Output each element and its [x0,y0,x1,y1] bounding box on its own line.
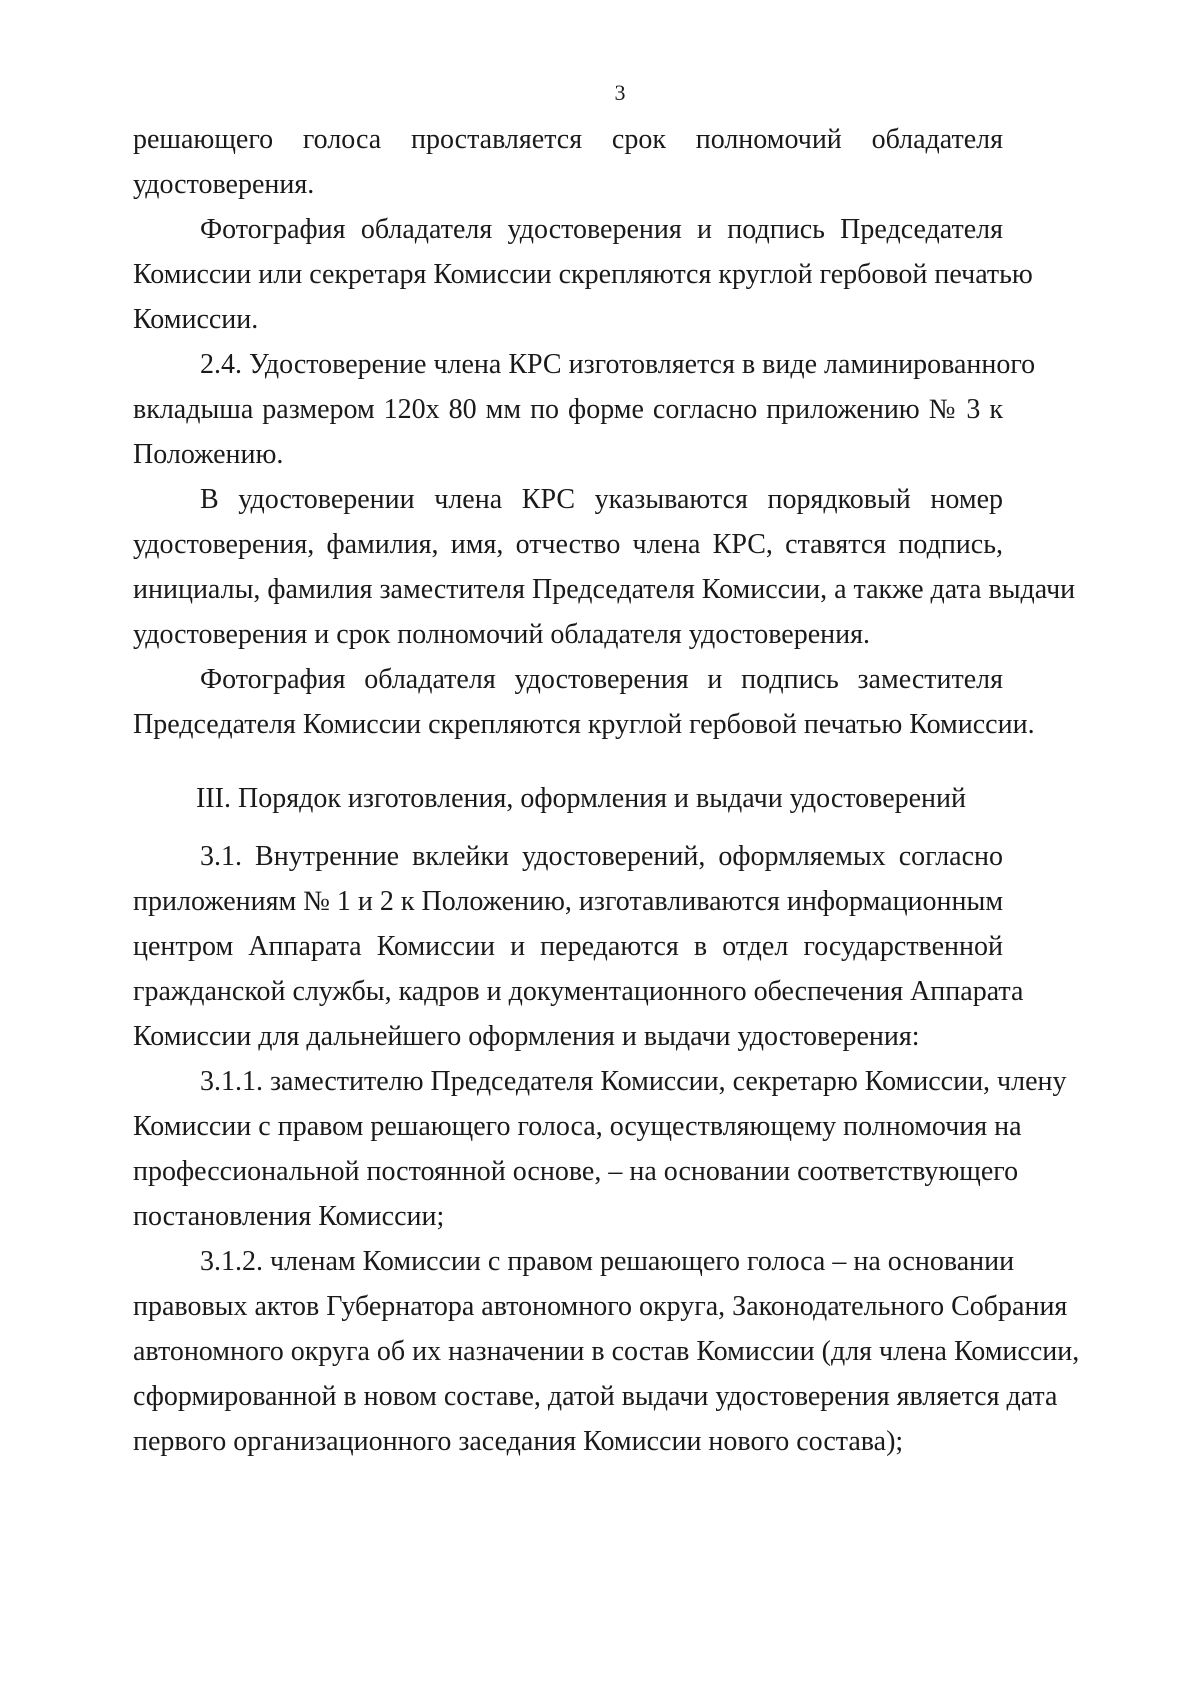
page-number: 3 [614,80,626,105]
text-line: 2.4. Удостоверение члена КРС изготовляется в виде ламинированного [200,349,1036,380]
text-line: постановления Комиссии; [133,1201,445,1232]
text-line: правовых актов Губернатора автономного округа, Законодательного Собрания [133,1291,1068,1322]
text-line: удостоверения, фамилия, имя, отчество члена КРС, ставятся подпись, [133,529,1003,560]
text-line: Комиссии с правом решающего голоса, осуществляющему полномочия на [133,1111,1022,1142]
text-line: вкладыша размером 120х 80 мм по форме согласно приложению № 3 к [133,394,1003,425]
text-line: первого организационного заседания Комиссии нового состава); [133,1426,904,1457]
text-line: приложениям № 1 и 2 к Положению, изготавливаются информационным [133,886,1004,917]
text-line: Комиссии для дальнейшего оформления и выдачи удостоверения: [133,1021,920,1052]
text-line: Фотография обладателя удостоверения и подпись Председателя [200,214,1003,245]
text-line: профессиональной постоянной основе, – на основании соответствующего [133,1156,1019,1187]
text-line: Комиссии. [133,304,259,335]
text-line: решающего голоса проставляется срок полномочий обладателя [133,124,1003,155]
text-line: 3.1.1. заместителю Председателя Комиссии, секретарю Комиссии, члену [200,1066,1067,1097]
text-line: автономного округа об их назначении в состав Комиссии (для члена Комиссии, [133,1336,1080,1367]
section-heading: III. Порядок изготовления, оформления и выдачи удостоверений [196,783,967,814]
text-line: сформированной в новом составе, датой выдачи удостоверения является дата [133,1381,1058,1412]
text-line: Положению. [133,439,284,470]
text-line: гражданской службы, кадров и документационного обеспечения Аппарата [133,976,1024,1007]
text-line: В удостоверении члена КРС указываются порядковый номер [200,484,1003,515]
text-line: 3.1. Внутренние вклейки удостоверений, оформляемых согласно [200,841,1003,872]
text-line: Фотография обладателя удостоверения и подпись заместителя [200,664,1003,695]
text-line: инициалы, фамилия заместителя Председателя Комиссии, а также дата выдачи [133,574,1076,605]
text-line: удостоверения и срок полномочий обладателя удостоверения. [133,619,870,650]
text-line: Комиссии или секретаря Комиссии скрепляются круглой гербовой печатью [133,259,1033,290]
text-line: удостоверения. [133,169,315,200]
text-line: Председателя Комиссии скрепляются круглой гербовой печатью Комиссии. [133,709,1035,740]
text-line: центром Аппарата Комиссии и передаются в отдел государственной [133,931,1003,962]
text-line: 3.1.2. членам Комиссии с правом решающего голоса – на основании [200,1246,1015,1277]
